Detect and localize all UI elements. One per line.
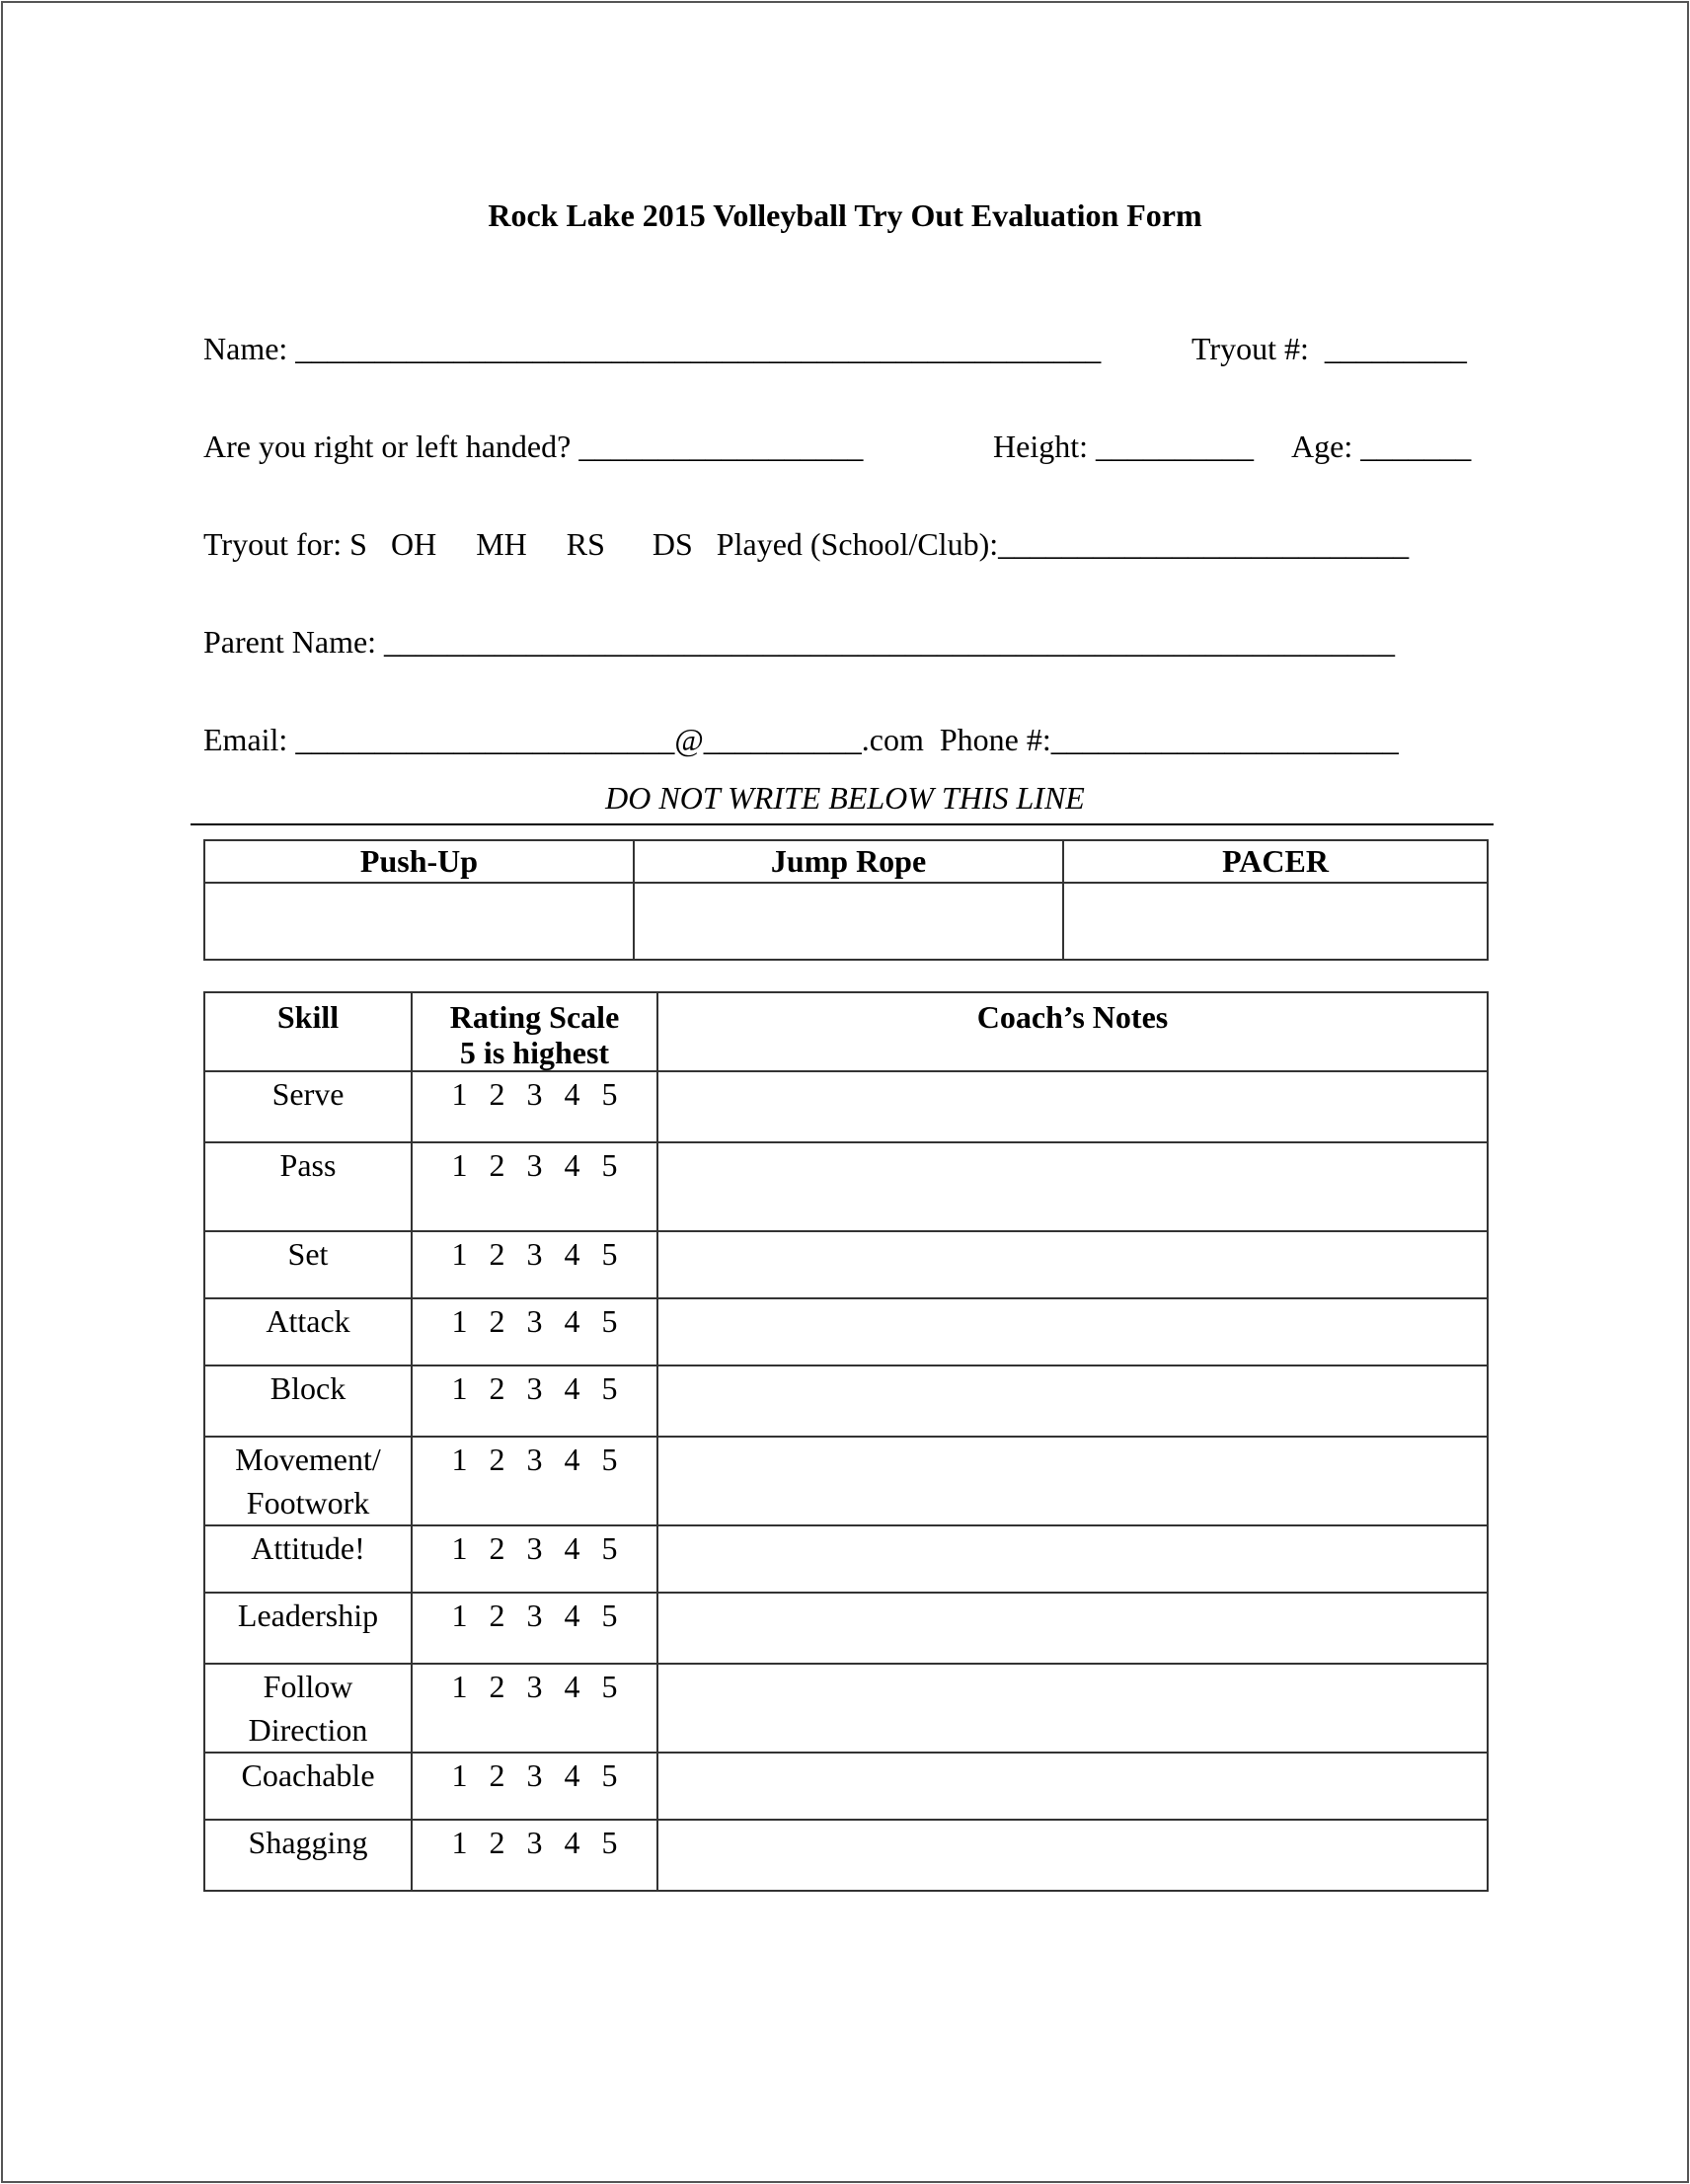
notes-cell[interactable] (657, 1525, 1488, 1593)
table-row (204, 1753, 1488, 1820)
table-row (204, 1365, 1488, 1437)
rating-cell[interactable]: 1 2 3 4 5 (412, 1365, 657, 1437)
table-row (204, 1231, 1488, 1298)
rating-header (412, 992, 657, 1071)
table-row (204, 1820, 1488, 1891)
notes-cell[interactable] (657, 1753, 1488, 1820)
skill-cell: Follow Direction (204, 1664, 412, 1753)
skill-cell: Block (204, 1365, 412, 1437)
age-field[interactable]: Age: _______ (1291, 429, 1472, 464)
email-phone-field[interactable]: Email: ________________________@__________.com Phone #:______________________ (203, 722, 1399, 757)
skill-header: Skill (204, 992, 412, 1071)
rating-header-line2: 5 is highest (459, 1035, 610, 1070)
notes-cell[interactable] (657, 1820, 1488, 1891)
notes-cell[interactable] (657, 1142, 1488, 1231)
rating-cell[interactable]: 1 2 3 4 5 (412, 1820, 657, 1891)
skill-cell: Movement/ Footwork (204, 1437, 412, 1525)
pushup-header: Push-Up (204, 840, 634, 883)
skill-cell: Coachable (204, 1753, 412, 1820)
skill-cell: Attack (204, 1298, 412, 1365)
skill-cell: Attitude! (204, 1525, 412, 1593)
skill-cell: Pass (204, 1142, 412, 1231)
table-row (204, 1142, 1488, 1231)
rating-cell[interactable]: 1 2 3 4 5 (412, 1593, 657, 1664)
rating-cell[interactable]: 1 2 3 4 5 (412, 1071, 657, 1142)
rating-cell[interactable]: 1 2 3 4 5 (412, 1664, 657, 1753)
table-row (204, 1071, 1488, 1142)
skill-cell: Shagging (204, 1820, 412, 1891)
notes-cell[interactable] (657, 1593, 1488, 1664)
table-row (204, 1664, 1488, 1753)
rating-header-line1: Rating Scale (449, 999, 620, 1035)
divider-line (191, 823, 1494, 825)
do-not-write-notice: DO NOT WRITE BELOW THIS LINE (605, 780, 1085, 816)
notes-cell[interactable] (657, 1365, 1488, 1437)
skill-cell: Leadership (204, 1593, 412, 1664)
notes-cell[interactable] (657, 1071, 1488, 1142)
handedness-field[interactable]: Are you right or left handed? __________________ (203, 429, 864, 464)
skill-cell: Set (204, 1231, 412, 1298)
pacer-score-cell[interactable] (1063, 883, 1488, 960)
fitness-table (203, 839, 1489, 961)
rating-cell[interactable]: 1 2 3 4 5 (412, 1298, 657, 1365)
rating-cell[interactable]: 1 2 3 4 5 (412, 1231, 657, 1298)
parent-name-field[interactable]: Parent Name: ________________________________________________________________ (203, 624, 1396, 660)
table-row (204, 1437, 1488, 1525)
skill-cell: Serve (204, 1071, 412, 1142)
notes-cell[interactable] (657, 1437, 1488, 1525)
tryout-number-field[interactable]: Tryout #: _________ (1191, 331, 1467, 366)
table-row (204, 1593, 1488, 1664)
form-title: Rock Lake 2015 Volleyball Try Out Evaluation Form (488, 197, 1202, 233)
rating-cell[interactable]: 1 2 3 4 5 (412, 1437, 657, 1525)
rating-cell[interactable]: 1 2 3 4 5 (412, 1525, 657, 1593)
tryout-for-field[interactable]: Tryout for: S OH MH RS DS Played (School/Club):__________________________ (203, 526, 1410, 562)
pacer-header: PACER (1063, 840, 1488, 883)
name-field[interactable]: Name: ___________________________________________________ (203, 331, 1102, 366)
table-row (204, 1298, 1488, 1365)
notes-cell[interactable] (657, 1664, 1488, 1753)
rating-cell[interactable]: 1 2 3 4 5 (412, 1142, 657, 1231)
notes-cell[interactable] (657, 1298, 1488, 1365)
notes-cell[interactable] (657, 1231, 1488, 1298)
height-field[interactable]: Height: __________ (993, 429, 1254, 464)
pushup-score-cell[interactable] (204, 883, 634, 960)
coach-notes-header: Coach’s Notes (657, 992, 1488, 1071)
rating-cell[interactable]: 1 2 3 4 5 (412, 1753, 657, 1820)
table-row (204, 1525, 1488, 1593)
jumprope-score-cell[interactable] (634, 883, 1063, 960)
skills-table (203, 991, 1489, 1892)
jumprope-header: Jump Rope (634, 840, 1063, 883)
